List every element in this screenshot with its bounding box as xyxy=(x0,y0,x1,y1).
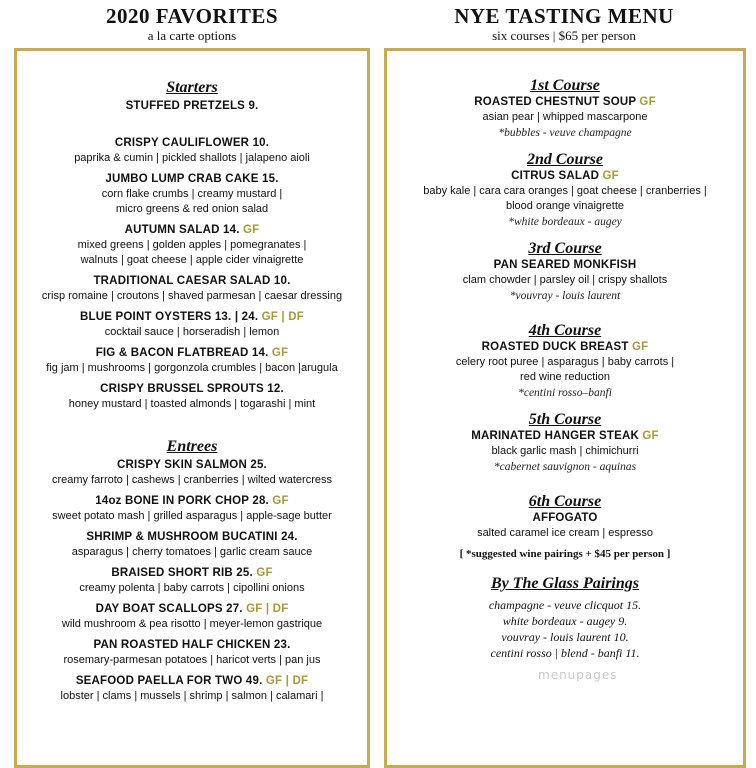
glass-list xyxy=(387,597,743,661)
course-description: clam chowder | parsley oil | crispy shallots xyxy=(462,274,668,286)
wine-pairing: *white bordeaux - augey xyxy=(508,216,622,228)
favorites-panel xyxy=(14,48,370,768)
glass-title: By The Glass Pairings xyxy=(490,575,639,592)
right-subtitle: six courses | $65 per person xyxy=(492,28,636,43)
item-name-text: BRAISED SHORT RIB 25. xyxy=(111,567,253,579)
course-dish xyxy=(387,511,743,526)
dietary-tag: GF xyxy=(272,495,289,507)
courses-list xyxy=(387,77,743,541)
wine-pairing: *cabernet sauvignon - aquinas xyxy=(493,461,637,473)
dietary-tag: GF | DF xyxy=(261,311,304,323)
course-description: salted caramel ice cream | espresso xyxy=(477,527,653,539)
course-description: black garlic mash | chimichurri xyxy=(491,445,639,457)
item-description: crisp romaine | croutons | shaved parmesan | caesar dressing xyxy=(41,290,343,302)
item-description: creamy farroto | cashews | cranberries | wilted watercress xyxy=(52,474,332,486)
item-name-text: DAY BOAT SCALLOPS 27. xyxy=(95,603,243,615)
menu-item-name xyxy=(17,602,367,617)
glass-pairing-line: white bordeaux - augey 9. xyxy=(502,614,628,628)
left-header xyxy=(14,4,370,44)
tasting-panel xyxy=(384,48,746,768)
dietary-tag: GF | DF xyxy=(246,603,289,615)
item-description: paprika & cumin | pickled shallots | jalapeno aioli xyxy=(74,152,310,164)
menu-item-name xyxy=(17,136,367,151)
menu-item-name xyxy=(17,530,367,545)
watermark: menupages xyxy=(538,668,618,682)
menu-item-name xyxy=(17,494,367,509)
item-name-text: SHRIMP & MUSHROOM BUCATINI 24. xyxy=(86,531,298,543)
course-description: red wine reduction xyxy=(520,371,610,383)
item-name-text: FIG & BACON FLATBREAD 14. xyxy=(95,347,269,359)
dietary-tag: GF xyxy=(243,224,260,236)
course-description: asian pear | whipped mascarpone xyxy=(482,111,648,123)
course-title: 1st Course xyxy=(530,77,600,94)
glass-pairing-line: vouvray - louis laurent 10. xyxy=(501,630,629,644)
menu-item-name xyxy=(17,172,367,187)
menu-item-name xyxy=(17,346,367,361)
glass-pairing-line: centini rosso | blend - banfi 11. xyxy=(490,646,640,660)
item-name-text: TRADITIONAL CAESAR SALAD 10. xyxy=(93,275,291,287)
wine-pairing: *bubbles - veuve champagne xyxy=(498,127,632,139)
course-dish-text: AFFOGATO xyxy=(532,512,598,524)
item-description: micro greens & red onion salad xyxy=(115,203,269,215)
course-dish-text: MARINATED HANGER STEAK xyxy=(471,430,639,442)
menu-item-name xyxy=(17,566,367,581)
starters-list xyxy=(17,97,367,412)
course-dish xyxy=(387,340,743,355)
item-description: lobster | clams | mussels | shrimp | salmon | calamari | xyxy=(60,690,324,702)
dietary-tag: GF xyxy=(602,170,619,182)
course-description: celery root puree | asparagus | baby carrots | xyxy=(455,356,675,368)
menu-item-name xyxy=(17,310,367,325)
menu-item-name xyxy=(17,674,367,689)
course-dish-text: ROASTED CHESTNUT SOUP xyxy=(474,96,637,108)
wine-pairing: *vouvray - louis laurent xyxy=(509,290,621,302)
item-name-text: CRISPY CAULIFLOWER 10. xyxy=(114,137,270,149)
item-name-text: 14oz BONE IN PORK CHOP 28. xyxy=(95,495,269,507)
item-description: walnuts | goat cheese | apple cider vinaigrette xyxy=(80,254,304,266)
course-dish xyxy=(387,429,743,444)
wine-pairing: *centini rosso–banfi xyxy=(518,387,612,399)
item-name-text: CRISPY SKIN SALMON 25. xyxy=(117,459,267,471)
course-dish-text: ROASTED DUCK BREAST xyxy=(481,341,629,353)
course-dish xyxy=(387,169,743,184)
item-description: cocktail sauce | horseradish | lemon xyxy=(104,326,280,338)
item-name-text: PAN ROASTED HALF CHICKEN 23. xyxy=(93,639,291,651)
entrees-title: Entrees xyxy=(166,438,218,455)
pairing-note: [ *suggested wine pairings + $45 per person ] xyxy=(459,548,671,560)
menu-item-name xyxy=(17,458,367,473)
course-title: 4th Course xyxy=(528,322,602,339)
glass-pairing-line: champagne - veuve clicquot 15. xyxy=(488,598,642,612)
dietary-tag: GF xyxy=(642,430,659,442)
item-description: rosemary-parmesan potatoes | haricot verts | pan jus xyxy=(63,654,321,666)
item-name-text: BLUE POINT OYSTERS 13. | 24. xyxy=(80,311,259,323)
menu-item-name xyxy=(17,382,367,397)
menu-item-name xyxy=(17,99,367,114)
item-description: honey mustard | toasted almonds | togarashi | mint xyxy=(68,398,316,410)
item-name-text: CRISPY BRUSSEL SPROUTS 12. xyxy=(100,383,284,395)
right-header xyxy=(384,4,744,44)
course-title: 6th Course xyxy=(528,493,602,510)
menu-item-name xyxy=(17,638,367,653)
course-title: 3rd Course xyxy=(528,240,602,257)
dietary-tag: GF | DF xyxy=(265,675,309,687)
item-description: asparagus | cherry tomatoes | garlic cream sauce xyxy=(71,546,313,558)
item-name-text: JUMBO LUMP CRAB CAKE 15. xyxy=(105,173,279,185)
course-title: 2nd Course xyxy=(526,151,604,168)
course-dish-text: PAN SEARED MONKFISH xyxy=(493,259,637,271)
entrees-list xyxy=(17,456,367,704)
item-name-text: STUFFED PRETZELS 9. xyxy=(125,100,259,112)
course-description: blood orange vinaigrette xyxy=(505,200,625,212)
item-name-text: AUTUMN SALAD 14. xyxy=(124,224,240,236)
course-description: baby kale | cara cara oranges | goat cheese | cranberries | xyxy=(423,185,707,197)
course-title: 5th Course xyxy=(528,411,602,428)
item-description: creamy polenta | baby carrots | cipollini onions xyxy=(79,582,305,594)
course-dish-text: CITRUS SALAD xyxy=(511,170,600,182)
right-title: NYE TASTING MENU xyxy=(454,4,674,28)
dietary-tag: GF xyxy=(256,567,273,579)
item-description: wild mushroom & pea risotto | meyer-lemon gastrique xyxy=(61,618,323,630)
course-dish xyxy=(387,258,743,273)
item-name-text: SEAFOOD PAELLA FOR TWO 49. xyxy=(75,675,263,687)
starters-title: Starters xyxy=(166,79,218,96)
menu-item-name xyxy=(17,223,367,238)
dietary-tag: GF xyxy=(271,347,289,359)
item-description: fig jam | mushrooms | gorgonzola crumbles | bacon |arugula xyxy=(46,362,338,374)
dietary-tag: GF xyxy=(639,96,656,108)
left-title: 2020 FAVORITES xyxy=(105,4,279,28)
dietary-tag: GF xyxy=(631,341,649,353)
menu-item-name xyxy=(17,274,367,289)
item-description: mixed greens | golden apples | pomegranates | xyxy=(77,239,307,251)
item-description: corn flake crumbs | creamy mustard | xyxy=(101,188,283,200)
item-description: sweet potato mash | grilled asparagus | apple-sage butter xyxy=(52,510,332,522)
course-dish xyxy=(387,95,743,110)
left-subtitle: a la carte options xyxy=(147,28,237,43)
